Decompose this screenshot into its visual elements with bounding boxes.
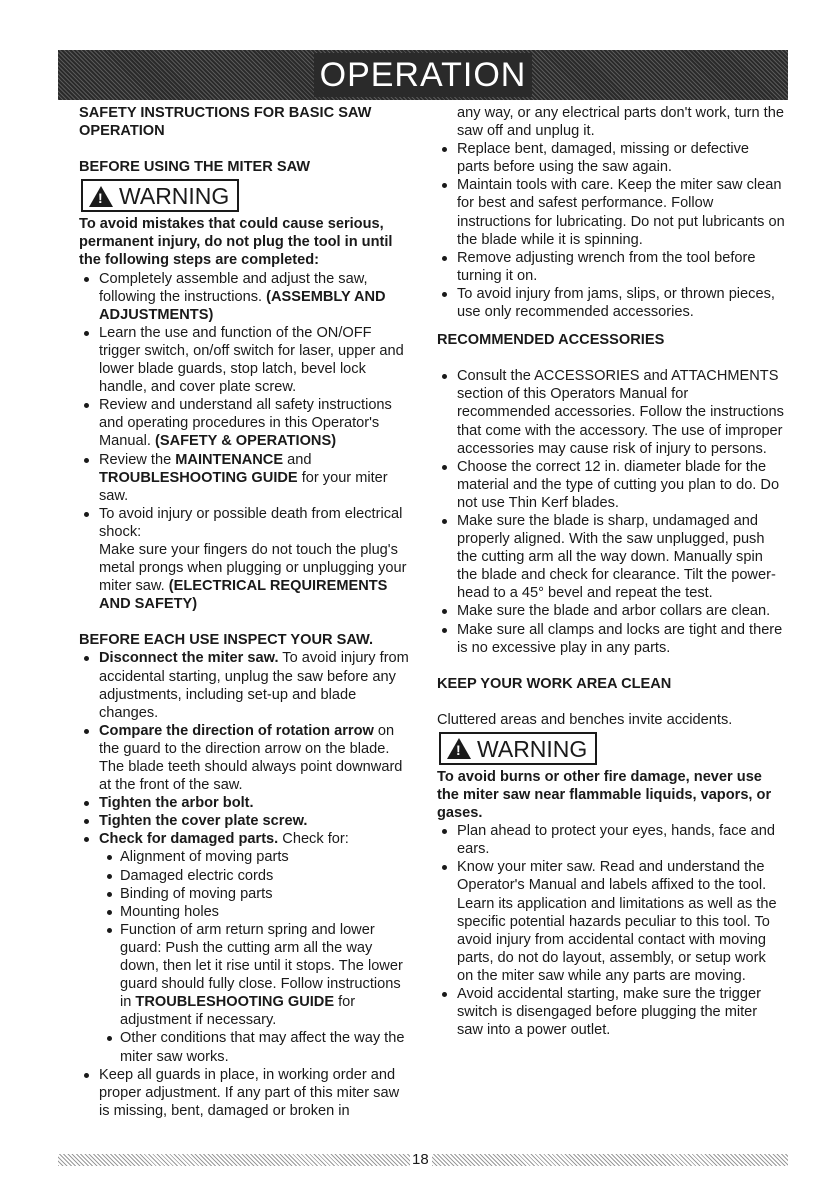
list-item: Avoid accidental starting, make sure the trigger switch is disengaged before plugging the miter saw into a power outlet. [437,985,785,1039]
list-item: Make sure the blade is sharp, undamaged and properly aligned. With the saw unplugged, push the cutting arm all the way down. Manually spin the blade and check for clearance. Tilt the power-head to a 45° bevel and repeat the test. [437,512,785,602]
heading-before-using: BEFORE USING THE MITER SAW [79,159,311,176]
maintenance-list [437,140,785,321]
list-item: Consult the ACCESSORIES and ATTACHMENTS section of this Operators Manual for recommended accessories. Follow the instructions that come with the accessory. The use of improper accessories may cause risk of injury to persons. [437,367,785,457]
list-item: Maintain tools with care. Keep the miter saw clean for best and safest performance. Follow instructions for lubricating. Do not put lubricants on the blade while it is spinning. [437,176,785,248]
accessories-list [437,367,785,657]
sub-list-item: Mounting holes [99,903,411,921]
list-item: Keep all guards in place, in working order and proper adjustment. If any part of this miter saw is missing, bent, damaged or broken in [79,1066,411,1120]
list-item: Compare the direction of rotation arrow on the guard to the direction arrow on the blade. The blade teeth should always point downward at the front of the saw. [79,722,411,794]
work-area-text: Cluttered areas and benches invite accidents. [437,711,733,728]
list-item: Check for damaged parts. Check for: Alignment of moving parts Damaged electric cords Binding of moving parts Mounting holes Function of arm return spring and lower guard: Push the cutting arm all the way down, then let it rise until it stops. The lower guard should fully close. Follow instructions in TROUBLESHOOTING GUIDE for adjustment if necessary. Other conditions that may affect the way the miter saw works. [79,830,411,1065]
warning-label: WARNING [119,183,230,210]
sub-list-item: Other conditions that may affect the way the miter saw works. [99,1029,411,1065]
sub-list-item: Function of arm return spring and lower guard: Push the cutting arm all the way down, then let it rise until it stops. The lower guard should fully close. Follow instructions in TROUBLESHOOTING GUIDE for adjustment if necessary. [99,921,411,1030]
list-item: Make sure all clamps and locks are tight and there is no excessive play in any parts. [437,621,785,657]
heading-keep-work-area-clean: KEEP YOUR WORK AREA CLEAN [437,675,672,692]
list-item: Choose the correct 12 in. diameter blade for the material and the type of cutting you plan to do. Do not use Thin Kerf blades. [437,458,785,512]
list-item: Tighten the cover plate screw. [79,812,411,830]
heading-recommended-accessories: RECOMMENDED ACCESSORIES [437,332,665,349]
list-item: Remove adjusting wrench from the tool before turning it on. [437,249,785,285]
list-item: Review the MAINTENANCE and TROUBLESHOOTING GUIDE for your miter saw. [79,451,411,505]
fire-safety-list [437,822,785,1039]
warning-triangle-icon: ! [447,738,471,759]
heading-inspect-saw: BEFORE EACH USE INSPECT YOUR SAW. [79,632,374,649]
list-item: To avoid injury or possible death from electrical shock: Make sure your fingers do not touch the plug's metal prongs when plugging or unplugging your miter saw. (ELECTRICAL REQUIREMENTS AND SAFETY) [79,505,411,614]
list-item: Plan ahead to protect your eyes, hands, face and ears. [437,822,785,858]
right-column [437,104,785,1039]
continued-text: any way, or any electrical parts don't work, turn the saw off and unplug it. [457,105,784,140]
sub-list-item: Alignment of moving parts [99,848,411,866]
sub-list-item: Damaged electric cords [99,867,411,885]
warning-label: WARNING [477,735,588,762]
list-item: Completely assemble and adjust the saw, following the instructions. (ASSEMBLY AND ADJUSTMENTS) [79,270,411,324]
list-item: Replace bent, damaged, missing or defective parts before using the saw again. [437,140,785,176]
page-number: 18 [412,1151,429,1168]
section-banner [58,50,788,100]
setup-steps-list [79,270,411,614]
left-column [79,104,411,1120]
heading-safety-instructions: SAFETY INSTRUCTIONS FOR BASIC SAW OPERATION [79,105,372,140]
warning-text: To avoid mistakes that could cause serious, permanent injury, do not plug the tool in until the following steps are completed: [79,216,393,269]
footer-pattern-left [58,1154,410,1166]
damage-check-list [99,848,411,1065]
fire-warning-text: To avoid burns or other fire damage, never use the miter saw near flammable liquids, vapors, or gases. [437,768,772,822]
list-item: Learn the use and function of the ON/OFF trigger switch, on/off switch for laser, upper and lower blade guards, stop latch, bevel lock handle, and cover plate screw. [79,324,411,396]
list-item: Review and understand all safety instructions and operating procedures in this Operator's Manual. (SAFETY & OPERATIONS) [79,396,411,450]
warning-badge [439,732,597,765]
footer-pattern-right [432,1154,788,1166]
list-item: Tighten the arbor bolt. [79,794,411,812]
list-item: Disconnect the miter saw. To avoid injury from accidental starting, unplug the saw before any adjustments, including set-up and blade changes. [79,649,411,721]
warning-triangle-icon: ! [89,186,113,207]
warning-badge [81,179,239,212]
sub-list-item: Binding of moving parts [99,885,411,903]
inspection-list [79,649,411,1119]
list-item: Make sure the blade and arbor collars are clean. [437,602,785,620]
list-item: To avoid injury from jams, slips, or thrown pieces, use only recommended accessories. [437,285,785,321]
list-item: Know your miter saw. Read and understand the Operator's Manual and labels affixed to the tool. Learn its application and limitations as well as the specific potential hazards peculiar to this tool. To avoid injury from accidental contact with moving parts, do not do layout, assembly, or setup work on the miter saw while any parts are moving. [437,858,785,985]
section-title: OPERATION [314,53,533,97]
